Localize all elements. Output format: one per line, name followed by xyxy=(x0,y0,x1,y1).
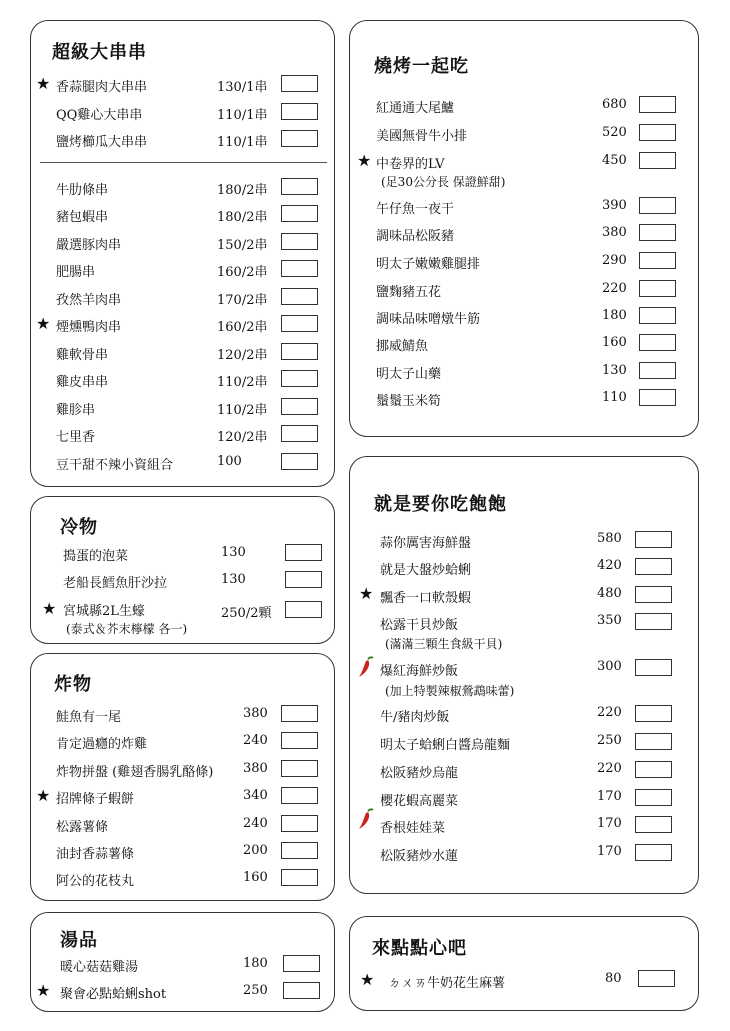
quantity-box[interactable] xyxy=(281,288,318,305)
menu-item-price: 420 xyxy=(597,558,622,573)
quantity-box[interactable] xyxy=(281,343,318,360)
menu-item-name: 鮭魚有一尾 xyxy=(56,710,122,725)
section-title-cold: 冷物 xyxy=(60,517,98,538)
menu-item-price: 240 xyxy=(243,816,268,831)
menu-item-price: 390 xyxy=(602,198,627,213)
menu-item-price: 130 xyxy=(221,545,246,560)
quantity-box[interactable] xyxy=(635,789,672,806)
menu-item-price: 250 xyxy=(597,733,622,748)
quantity-box[interactable] xyxy=(281,130,318,147)
menu-item-price: 240 xyxy=(243,733,268,748)
menu-item-price: 180/2串 xyxy=(217,183,268,198)
menu-item-price: 380 xyxy=(243,706,268,721)
menu-item-name: QQ雞心大串串 xyxy=(56,108,143,123)
quantity-box[interactable] xyxy=(281,205,318,222)
menu-item-name: 雞軟骨串 xyxy=(56,348,109,363)
menu-item-name: 暖心菇菇雞湯 xyxy=(60,960,139,975)
quantity-box[interactable] xyxy=(281,425,318,442)
menu-item-price: 380 xyxy=(243,761,268,776)
menu-item-price: 250/2顆 xyxy=(221,606,272,621)
quantity-box[interactable] xyxy=(639,389,676,406)
menu-item-name: 挪威鯖魚 xyxy=(376,339,429,354)
menu-item-name: 櫻花蝦高麗菜 xyxy=(380,794,459,809)
menu-item-price: 160/2串 xyxy=(217,265,268,280)
menu-item-name: 肥腸串 xyxy=(56,265,96,280)
menu-item-name: 老船長鱈魚肝沙拉 xyxy=(63,576,168,591)
menu-item-name: 午仔魚一夜干 xyxy=(376,202,455,217)
menu-item-price: 340 xyxy=(243,788,268,803)
section-title-snack: 來點點心吧 xyxy=(372,938,467,959)
menu-item-name: 中卷界的LV xyxy=(376,157,445,172)
menu-item-name: 孜然羊肉串 xyxy=(56,293,122,308)
quantity-box[interactable] xyxy=(281,315,318,332)
menu-item-name: 聚會必點蛤蜊shot xyxy=(60,987,167,1002)
section-title-full: 就是要你吃飽飽 xyxy=(374,494,507,515)
quantity-box[interactable] xyxy=(635,816,672,833)
menu-item-price: 80 xyxy=(605,971,622,986)
menu-item-note: (足30公分長 保證鮮甜) xyxy=(381,175,506,189)
quantity-box[interactable] xyxy=(283,955,320,972)
menu-item-name: 松阪豬炒水蓮 xyxy=(380,849,459,864)
menu-item-price: 220 xyxy=(597,705,622,720)
quantity-box[interactable] xyxy=(285,544,322,561)
quantity-box[interactable] xyxy=(281,815,318,832)
quantity-box[interactable] xyxy=(285,571,322,588)
menu-item-price: 680 xyxy=(602,97,627,112)
menu-item-price: 200 xyxy=(243,843,268,858)
menu-item-name: 七里香 xyxy=(56,430,96,445)
menu-item-price: 110/2串 xyxy=(217,403,268,418)
menu-item-price: 450 xyxy=(602,153,627,168)
star-icon: ★ xyxy=(360,970,375,989)
quantity-box[interactable] xyxy=(639,96,676,113)
menu-item-price: 100 xyxy=(217,454,242,469)
menu-item-name: 鹽烤櫛瓜大串串 xyxy=(56,135,148,150)
menu-item-price: 150/2串 xyxy=(217,238,268,253)
menu-item-price: 130/1串 xyxy=(217,80,268,95)
quantity-box[interactable] xyxy=(639,197,676,214)
menu-item-price: 160 xyxy=(243,870,268,885)
menu-item-name: ㄉㄨㄞ牛奶花生麻薯 xyxy=(388,976,506,991)
quantity-box[interactable] xyxy=(281,260,318,277)
quantity-box[interactable] xyxy=(281,103,318,120)
menu-item-price: 130 xyxy=(221,572,246,587)
menu-item-name: 雞胗串 xyxy=(56,403,96,418)
quantity-box[interactable] xyxy=(639,280,676,297)
menu-item-name: 招牌條子蝦餅 xyxy=(56,792,135,807)
star-icon: ★ xyxy=(357,151,372,170)
star-icon: ★ xyxy=(36,786,51,805)
menu-item-name: 美國無骨牛小排 xyxy=(376,129,468,144)
menu-item-name: 鬚鬚玉米筍 xyxy=(376,394,442,409)
menu-item-price: 290 xyxy=(602,253,627,268)
menu-item-price: 300 xyxy=(597,659,622,674)
quantity-box[interactable] xyxy=(635,844,672,861)
menu-item-name: 阿公的花枝丸 xyxy=(56,874,135,889)
quantity-box[interactable] xyxy=(639,362,676,379)
menu-item-price: 180 xyxy=(602,308,627,323)
menu-item-price: 170/2串 xyxy=(217,293,268,308)
quantity-box[interactable] xyxy=(639,124,676,141)
menu-item-name: 油封香蒜薯條 xyxy=(56,847,135,862)
menu-item-note: (滿滿三顆生食級干貝) xyxy=(385,637,503,651)
menu-item-price: 120/2串 xyxy=(217,348,268,363)
star-icon: ★ xyxy=(36,314,51,333)
menu-item-price: 160/2串 xyxy=(217,320,268,335)
menu-item-price: 480 xyxy=(597,586,622,601)
quantity-box[interactable] xyxy=(281,787,318,804)
star-icon: ★ xyxy=(36,981,51,1000)
menu-item-name: 牛/豬肉炒飯 xyxy=(380,710,450,725)
quantity-box[interactable] xyxy=(635,761,672,778)
menu-item-price: 110/1串 xyxy=(217,108,268,123)
menu-item-name: 爆紅海鮮炒飯 xyxy=(380,664,459,679)
quantity-box[interactable] xyxy=(639,152,676,169)
menu-item-name: 松露薯條 xyxy=(56,820,109,835)
menu-item-price: 110/1串 xyxy=(217,135,268,150)
star-icon: ★ xyxy=(42,599,57,618)
menu-item-name: 松阪豬炒烏龍 xyxy=(380,766,459,781)
menu-item-price: 350 xyxy=(597,613,622,628)
menu-item-price: 180 xyxy=(243,956,268,971)
quantity-box[interactable] xyxy=(635,558,672,575)
quantity-box[interactable] xyxy=(281,869,318,886)
menu-item-name: 蒜你厲害海鮮盤 xyxy=(380,536,472,551)
section-title-skewers: 超級大串串 xyxy=(52,42,147,63)
menu-item-name: 煙燻鴨肉串 xyxy=(56,320,122,335)
star-icon: ★ xyxy=(359,584,374,603)
menu-item-name: 明太子嫩嫩雞腿排 xyxy=(376,257,481,272)
menu-item-price: 170 xyxy=(597,844,622,859)
section-title-soup: 湯品 xyxy=(60,930,98,951)
menu-item-name: 調味品松阪豬 xyxy=(376,229,455,244)
quantity-box[interactable] xyxy=(281,370,318,387)
quantity-box[interactable] xyxy=(281,705,318,722)
menu-item-name: 明太子蛤蜊白醬烏龍麵 xyxy=(380,738,511,753)
quantity-box[interactable] xyxy=(281,732,318,749)
menu-item-price: 180/2串 xyxy=(217,210,268,225)
quantity-box[interactable] xyxy=(639,334,676,351)
menu-item-price: 220 xyxy=(597,761,622,776)
menu-item-price: 160 xyxy=(602,335,627,350)
quantity-box[interactable] xyxy=(635,531,672,548)
menu-item-price: 110/2串 xyxy=(217,375,268,390)
quantity-box[interactable] xyxy=(638,970,675,987)
menu-item-name: 鹽麴豬五花 xyxy=(376,285,442,300)
menu-item-price: 120/2串 xyxy=(217,430,268,445)
menu-item-name: 調味品味噌燉牛筋 xyxy=(376,312,481,327)
menu-item-name: 肯定過癮的炸雞 xyxy=(56,737,148,752)
menu-item-name: 松露干貝炒飯 xyxy=(380,618,459,633)
menu-item-name: 就是大盤炒蛤蜊 xyxy=(380,563,472,578)
section-divider xyxy=(40,162,327,163)
quantity-box[interactable] xyxy=(281,760,318,777)
quantity-box[interactable] xyxy=(639,307,676,324)
quantity-box[interactable] xyxy=(635,613,672,630)
menu-item-note: (泰式＆芥末檸檬 各一) xyxy=(66,622,188,636)
quantity-box[interactable] xyxy=(281,398,318,415)
quantity-box[interactable] xyxy=(281,842,318,859)
menu-item-name: 明太子山藥 xyxy=(376,367,442,382)
star-icon: ★ xyxy=(36,74,51,93)
menu-item-name: 豆干甜不辣小資組合 xyxy=(56,458,174,473)
menu-item-price: 170 xyxy=(597,789,622,804)
menu-item-price: 130 xyxy=(602,363,627,378)
menu-item-price: 380 xyxy=(602,225,627,240)
menu-item-name: 搗蛋的泡菜 xyxy=(63,549,129,564)
quantity-box[interactable] xyxy=(281,453,318,470)
quantity-box[interactable] xyxy=(283,982,320,999)
menu-item-name: 雞皮串串 xyxy=(56,375,109,390)
menu-item-name: 宮城縣2L生蠔 xyxy=(63,604,145,619)
chili-pepper-icon xyxy=(356,808,374,830)
quantity-box[interactable] xyxy=(635,733,672,750)
menu-item-name: 牛肋條串 xyxy=(56,183,109,198)
quantity-box[interactable] xyxy=(281,233,318,250)
menu-item-price: 520 xyxy=(602,125,627,140)
quantity-box[interactable] xyxy=(639,224,676,241)
quantity-box[interactable] xyxy=(285,601,322,618)
quantity-box[interactable] xyxy=(635,705,672,722)
menu-item-name: 飄香一口軟殼蝦 xyxy=(380,591,472,606)
quantity-box[interactable] xyxy=(639,252,676,269)
menu-item-name: 炸物拼盤 (雞翅香腸乳酪條) xyxy=(56,765,214,780)
quantity-box[interactable] xyxy=(281,75,318,92)
menu-item-price: 580 xyxy=(597,531,622,546)
quantity-box[interactable] xyxy=(635,659,672,676)
chili-pepper-icon xyxy=(356,656,374,678)
menu-item-name: 嚴選豚肉串 xyxy=(56,238,122,253)
menu-item-price: 170 xyxy=(597,816,622,831)
quantity-box[interactable] xyxy=(281,178,318,195)
section-title-bbq: 燒烤一起吃 xyxy=(374,56,469,77)
menu-item-name: 香蒜腿肉大串串 xyxy=(56,80,148,95)
menu-item-price: 110 xyxy=(602,390,627,405)
menu-item-price: 250 xyxy=(243,983,268,998)
menu-item-name: 香根娃娃菜 xyxy=(380,821,446,836)
menu-item-name: 豬包蝦串 xyxy=(56,210,109,225)
quantity-box[interactable] xyxy=(635,586,672,603)
section-title-fried: 炸物 xyxy=(54,674,92,695)
menu-item-price: 220 xyxy=(602,281,627,296)
section-snack xyxy=(349,916,699,1011)
menu-item-name: 紅通通大尾鱸 xyxy=(376,101,455,116)
menu-item-note: (加上特製辣椒鶯鵡味蕾) xyxy=(385,684,515,698)
